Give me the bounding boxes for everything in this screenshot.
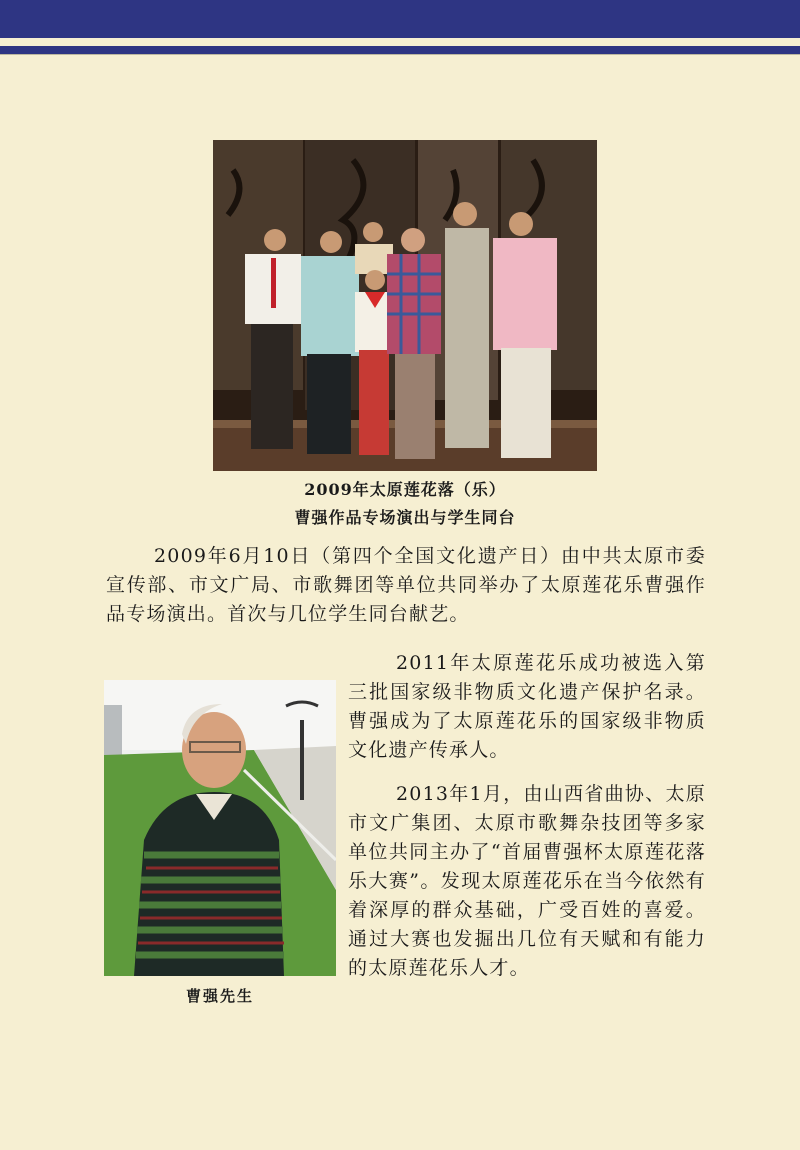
header-stripe [0, 46, 800, 54]
header-rule [0, 54, 800, 55]
paragraph-2009 [106, 542, 706, 629]
header-gap [0, 38, 800, 46]
group-photo [213, 140, 597, 471]
paragraph-2009-text: 2009年6月10日（第四个全国文化遗产日）由中共太原市委宣传部、市文广局、市歌舞团等单位共同举办了太原莲花乐曹强作品专场演出。首次与几位学生同台献艺。 [106, 545, 706, 625]
portrait-photo [104, 680, 336, 976]
paragraph-2011-text: 2011年太原莲花乐成功被选入第三批国家级非物质文化遗产保护名录。曹强成为了太原莲花乐的国家级非物质文化遗产传承人。 [348, 652, 706, 761]
figure1-caption-line1: 2009年太原莲花落（乐） [304, 480, 506, 499]
paragraph-2011 [348, 649, 706, 765]
portrait-photo-image [104, 680, 336, 976]
paragraph-2013-text: 2013年1月，由山西省曲协、太原市文广集团、太原市歌舞杂技团等多家单位共同主办了“首届曹强杯太原莲花落乐大赛”。发现太原莲花乐在当今依然有着深厚的群众基础，广受百姓的喜爱。通过大赛也发掘出几位有天赋和有能力的太原莲花乐人才。 [348, 783, 706, 979]
paragraph-2013 [348, 780, 706, 983]
header-band [0, 0, 800, 38]
figure1-caption-line2: 曹强作品专场演出与学生同台 [294, 508, 516, 527]
group-photo-image [213, 140, 597, 471]
figure2-caption: 曹强先生 [185, 987, 254, 1005]
